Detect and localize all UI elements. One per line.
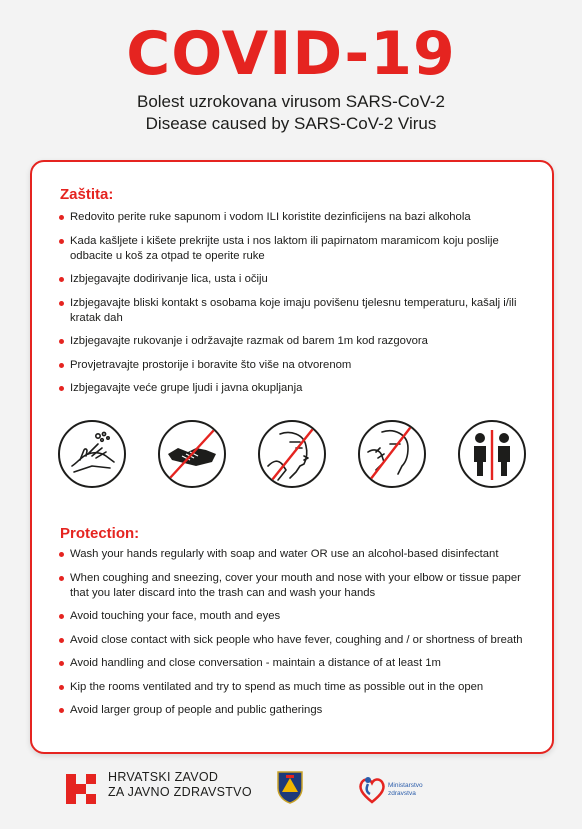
list-item: Provjetravajte prostorije i boravite što više na otvorenom bbox=[58, 358, 536, 373]
list-item: Avoid close contact with sick people who have fever, coughing and / or shortness of breath bbox=[58, 633, 536, 648]
subtitle-english: Disease caused by SARS-CoV-2 Virus bbox=[145, 114, 437, 133]
english-list bbox=[58, 547, 536, 727]
list-item: Izbjegavajte rukovanje i održavajte razmak od barem 1m kod razgovora bbox=[58, 334, 536, 349]
institute-name-line1: HRVATSKI ZAVOD bbox=[108, 770, 219, 784]
hand-washing-icon bbox=[58, 420, 126, 488]
list-item: Avoid larger group of people and public gatherings bbox=[58, 703, 536, 718]
list-item: When coughing and sneezing, cover your mouth and nose with your elbow or tissue paper that you later discard into the trash can and wash your hands bbox=[58, 571, 536, 601]
civil-protection-emblem-icon bbox=[276, 770, 304, 804]
hzjz-logo-icon bbox=[66, 774, 100, 804]
footer bbox=[0, 760, 582, 820]
list-item: Redovito perite ruke sapunom i vodom ILI koristite dezinficijens na bazi alkohola bbox=[58, 210, 536, 225]
institute-name bbox=[108, 770, 252, 800]
no-face-touching-icon bbox=[258, 420, 326, 488]
list-item: Kada kašljete i kišete prekrijte usta i nos laktom ili papirnatom maramicom koju poslije odbacite u koš za otpad te operite ruke bbox=[58, 234, 536, 264]
list-item: Wash your hands regularly with soap and water OR use an alcohol-based disinfectant bbox=[58, 547, 536, 562]
svg-text:zdravstva: zdravstva bbox=[388, 790, 416, 797]
institute-name-line2: ZA JAVNO ZDRAVSTVO bbox=[108, 785, 252, 799]
section-heading-english: Protection: bbox=[60, 525, 140, 542]
cover-cough-icon bbox=[358, 420, 426, 488]
list-item: Izbjegavajte veće grupe ljudi i javna okupljanja bbox=[58, 381, 536, 396]
list-item: Kip the rooms ventilated and try to spend as much time as possible out in the open bbox=[58, 680, 536, 695]
info-card bbox=[30, 160, 554, 754]
list-item: Izbjegavajte bliski kontakt s osobama koje imaju povišenu tjelesnu temperaturu, kašalj i/ili kratak dah bbox=[58, 296, 536, 326]
ministry-logo-text: Ministarstvo bbox=[388, 782, 423, 789]
pictogram-row bbox=[58, 420, 528, 490]
page-title: COVID-19 bbox=[126, 19, 456, 89]
list-item: Izbjegavajte dodirivanje lica, usta i očiju bbox=[58, 272, 536, 287]
croatian-list bbox=[58, 210, 536, 405]
section-heading-croatian: Zaštita: bbox=[60, 186, 114, 203]
list-item: Avoid touching your face, mouth and eyes bbox=[58, 609, 536, 624]
list-item: Avoid handling and close conversation - maintain a distance of at least 1m bbox=[58, 656, 536, 671]
subtitle-croatian: Bolest uzrokovana virusom SARS-CoV-2 bbox=[136, 92, 446, 111]
keep-distance-icon bbox=[458, 420, 526, 488]
ministry-of-health-logo-icon bbox=[356, 772, 426, 806]
no-handshake-icon bbox=[158, 420, 226, 488]
